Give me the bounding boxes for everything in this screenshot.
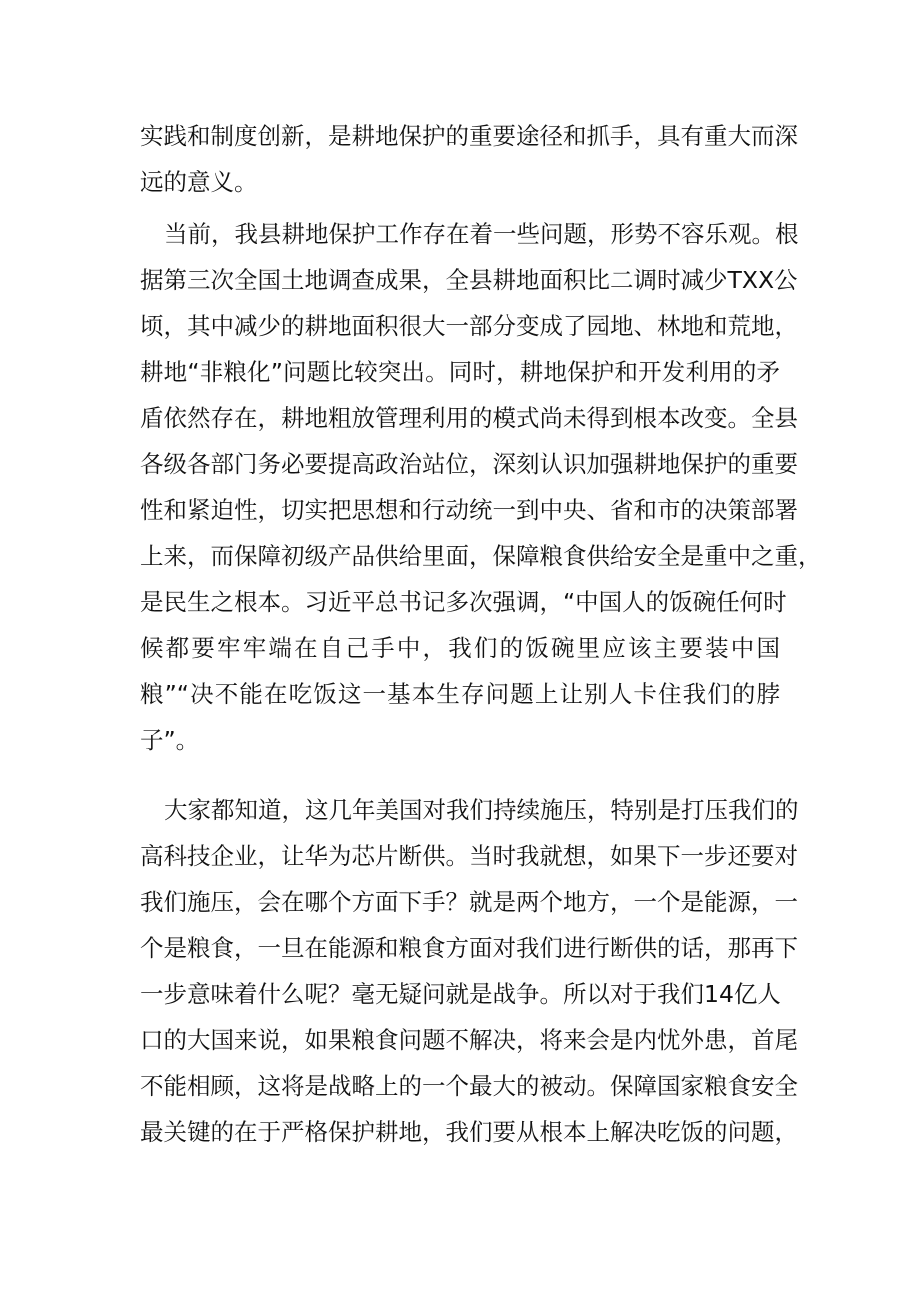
text-line-17: 我们施压，会在哪个方面下手？就是两个地方，一个是能源，一: [140, 888, 798, 916]
text-line-9: 性和紧迫性，切实把思想和行动统一到中央、省和市的决策部署: [140, 496, 798, 524]
text-line-15: 大家都知道，这几年美国对我们持续施压，特别是打压我们的: [164, 796, 799, 824]
text-line-19: 一步意味着什么呢？毫无疑问就是战争。所以对于我们14亿人: [140, 980, 781, 1008]
text-line-10: 上来，而保障初级产品供给里面，保障粮食供给安全是重中之重，: [140, 542, 822, 570]
text-line-2: 远的意义。: [140, 168, 258, 196]
text-line-14: 子”。: [140, 726, 200, 754]
text-line-20: 口的大国来说，如果粮食问题不解决，将来会是内忧外患，首尾: [140, 1026, 798, 1054]
text-line-13: 粮”“决不能在吃饭这一基本生存问题上让别人卡住我们的脖: [140, 680, 780, 708]
text-line-8: 各级各部门务必要提高政治站位，深刻认识加强耕地保护的重要: [140, 450, 798, 478]
text-line-16: 高科技企业，让华为芯片断供。当时我就想，如果下一步还要对: [140, 842, 798, 870]
text-line-7: 盾依然存在，耕地粗放管理利用的模式尚未得到根本改变。全县: [140, 404, 798, 432]
text-line-18: 个是粮食，一旦在能源和粮食方面对我们进行断供的话，那再下: [140, 934, 798, 962]
text-line-5: 顷，其中减少的耕地面积很大一部分变成了园地、林地和荒地，: [140, 312, 798, 340]
text-line-21: 不能相顾，这将是战略上的一个最大的被动。保障国家粮食安全: [140, 1072, 798, 1100]
text-line-11: 是民生之根本。习近平总书记多次强调，“中国人的饭碗任何时: [140, 588, 787, 616]
text-line-1: 实践和制度创新，是耕地保护的重要途径和抓手，具有重大而深: [140, 122, 798, 150]
text-line-4: 据第三次全国土地调查成果，全县耕地面积比二调时减少TXX公: [140, 266, 798, 294]
text-line-12: 候都要牢牢端在自己手中，我们的饭碗里应该主要装中国: [140, 634, 780, 662]
text-line-6: 耕地“非粮化”问题比较突出。同时，耕地保护和开发利用的矛: [140, 358, 780, 386]
text-line-3: 当前，我县耕地保护工作存在着一些问题，形势不容乐观。根: [164, 220, 799, 248]
text-line-22: 最关键的在于严格保护耕地，我们要从根本上解决吃饭的问题，: [140, 1118, 798, 1146]
